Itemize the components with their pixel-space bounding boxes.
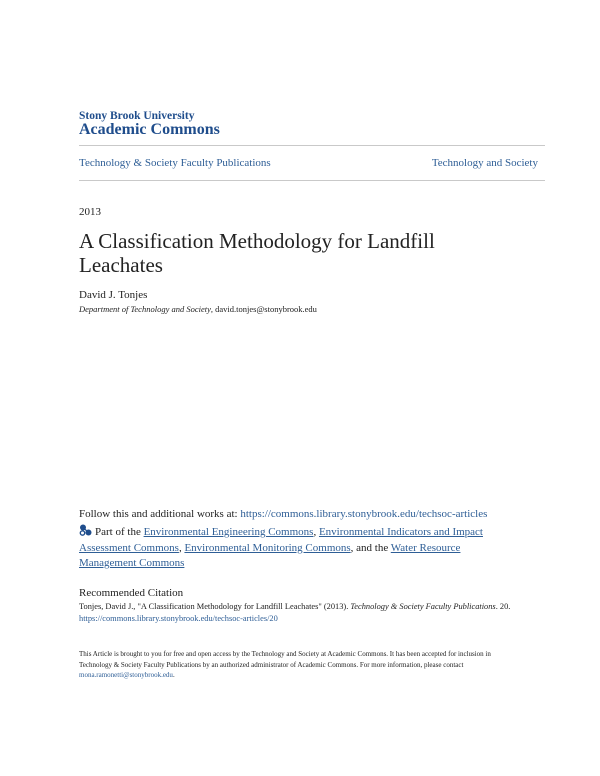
institution-university: Stony Brook University — [79, 110, 195, 122]
article-author: David J. Tonjes — [79, 289, 148, 301]
citation-number: . 20. — [495, 602, 511, 611]
affiliation-department: Department of Technology and Society — [79, 304, 211, 314]
commons-link-env-indicators[interactable]: Environmental Indicators and Impact Assessment Commons — [79, 526, 483, 554]
article-title: A Classification Methodology for Landfill Leachates — [79, 229, 435, 277]
part-of-commons — [79, 524, 519, 572]
access-notice — [79, 649, 524, 681]
part-of-separator: , — [178, 541, 185, 554]
department-link[interactable]: Technology and Society — [431, 157, 538, 169]
author-affiliation — [79, 304, 317, 314]
follow-line — [79, 508, 487, 520]
commons-link-env-engineering[interactable]: Environmental Engineering Commons — [143, 526, 314, 538]
follow-url-link[interactable]: https://commons.library.stonybrook.edu/techsoc-articles — [240, 508, 488, 520]
notice-end: . — [172, 671, 175, 679]
commons-link-env-monitoring[interactable]: Environmental Monitoring Commons — [184, 541, 351, 554]
nav-bottom-divider — [79, 180, 545, 181]
commons-link-water-resource[interactable]: Water Resource Management Commons — [79, 541, 461, 569]
citation-series: Technology & Society Faculty Publications — [350, 602, 496, 611]
network-icon — [79, 524, 92, 536]
part-of-separator: , — [313, 526, 319, 538]
recommended-citation — [79, 601, 524, 625]
institution-name[interactable]: Academic Commons — [79, 121, 220, 138]
citation-text: Tonjes, David J., "A Classification Methodology for Landfill Leachates" (2013). — [79, 602, 351, 611]
publication-year: 2013 — [79, 206, 101, 218]
affiliation-email: , david.tonjes@stonybrook.edu — [210, 304, 317, 314]
recommended-citation-heading: Recommended Citation — [79, 587, 184, 599]
contact-email-link[interactable]: mona.ramonetti@stonybrook.edu — [79, 671, 173, 679]
nav-top-divider — [79, 145, 545, 146]
citation-url-link[interactable]: https://commons.library.stonybrook.edu/techsoc-articles/20 — [79, 614, 278, 623]
notice-text: This Article is brought to you for free and open access by the Technology and Society at Academic Commons. It has been accepted for inclusion in Technology & Society Faculty Publications by an authorized administrator of Academic Commons. For more information, please contact — [79, 650, 491, 669]
part-of-prefix: Part of the — [95, 526, 144, 538]
part-of-separator: , and the — [350, 541, 391, 554]
collection-link[interactable]: Technology & Society Faculty Publications — [79, 157, 271, 169]
follow-prefix: Follow this and additional works at: — [79, 508, 241, 520]
